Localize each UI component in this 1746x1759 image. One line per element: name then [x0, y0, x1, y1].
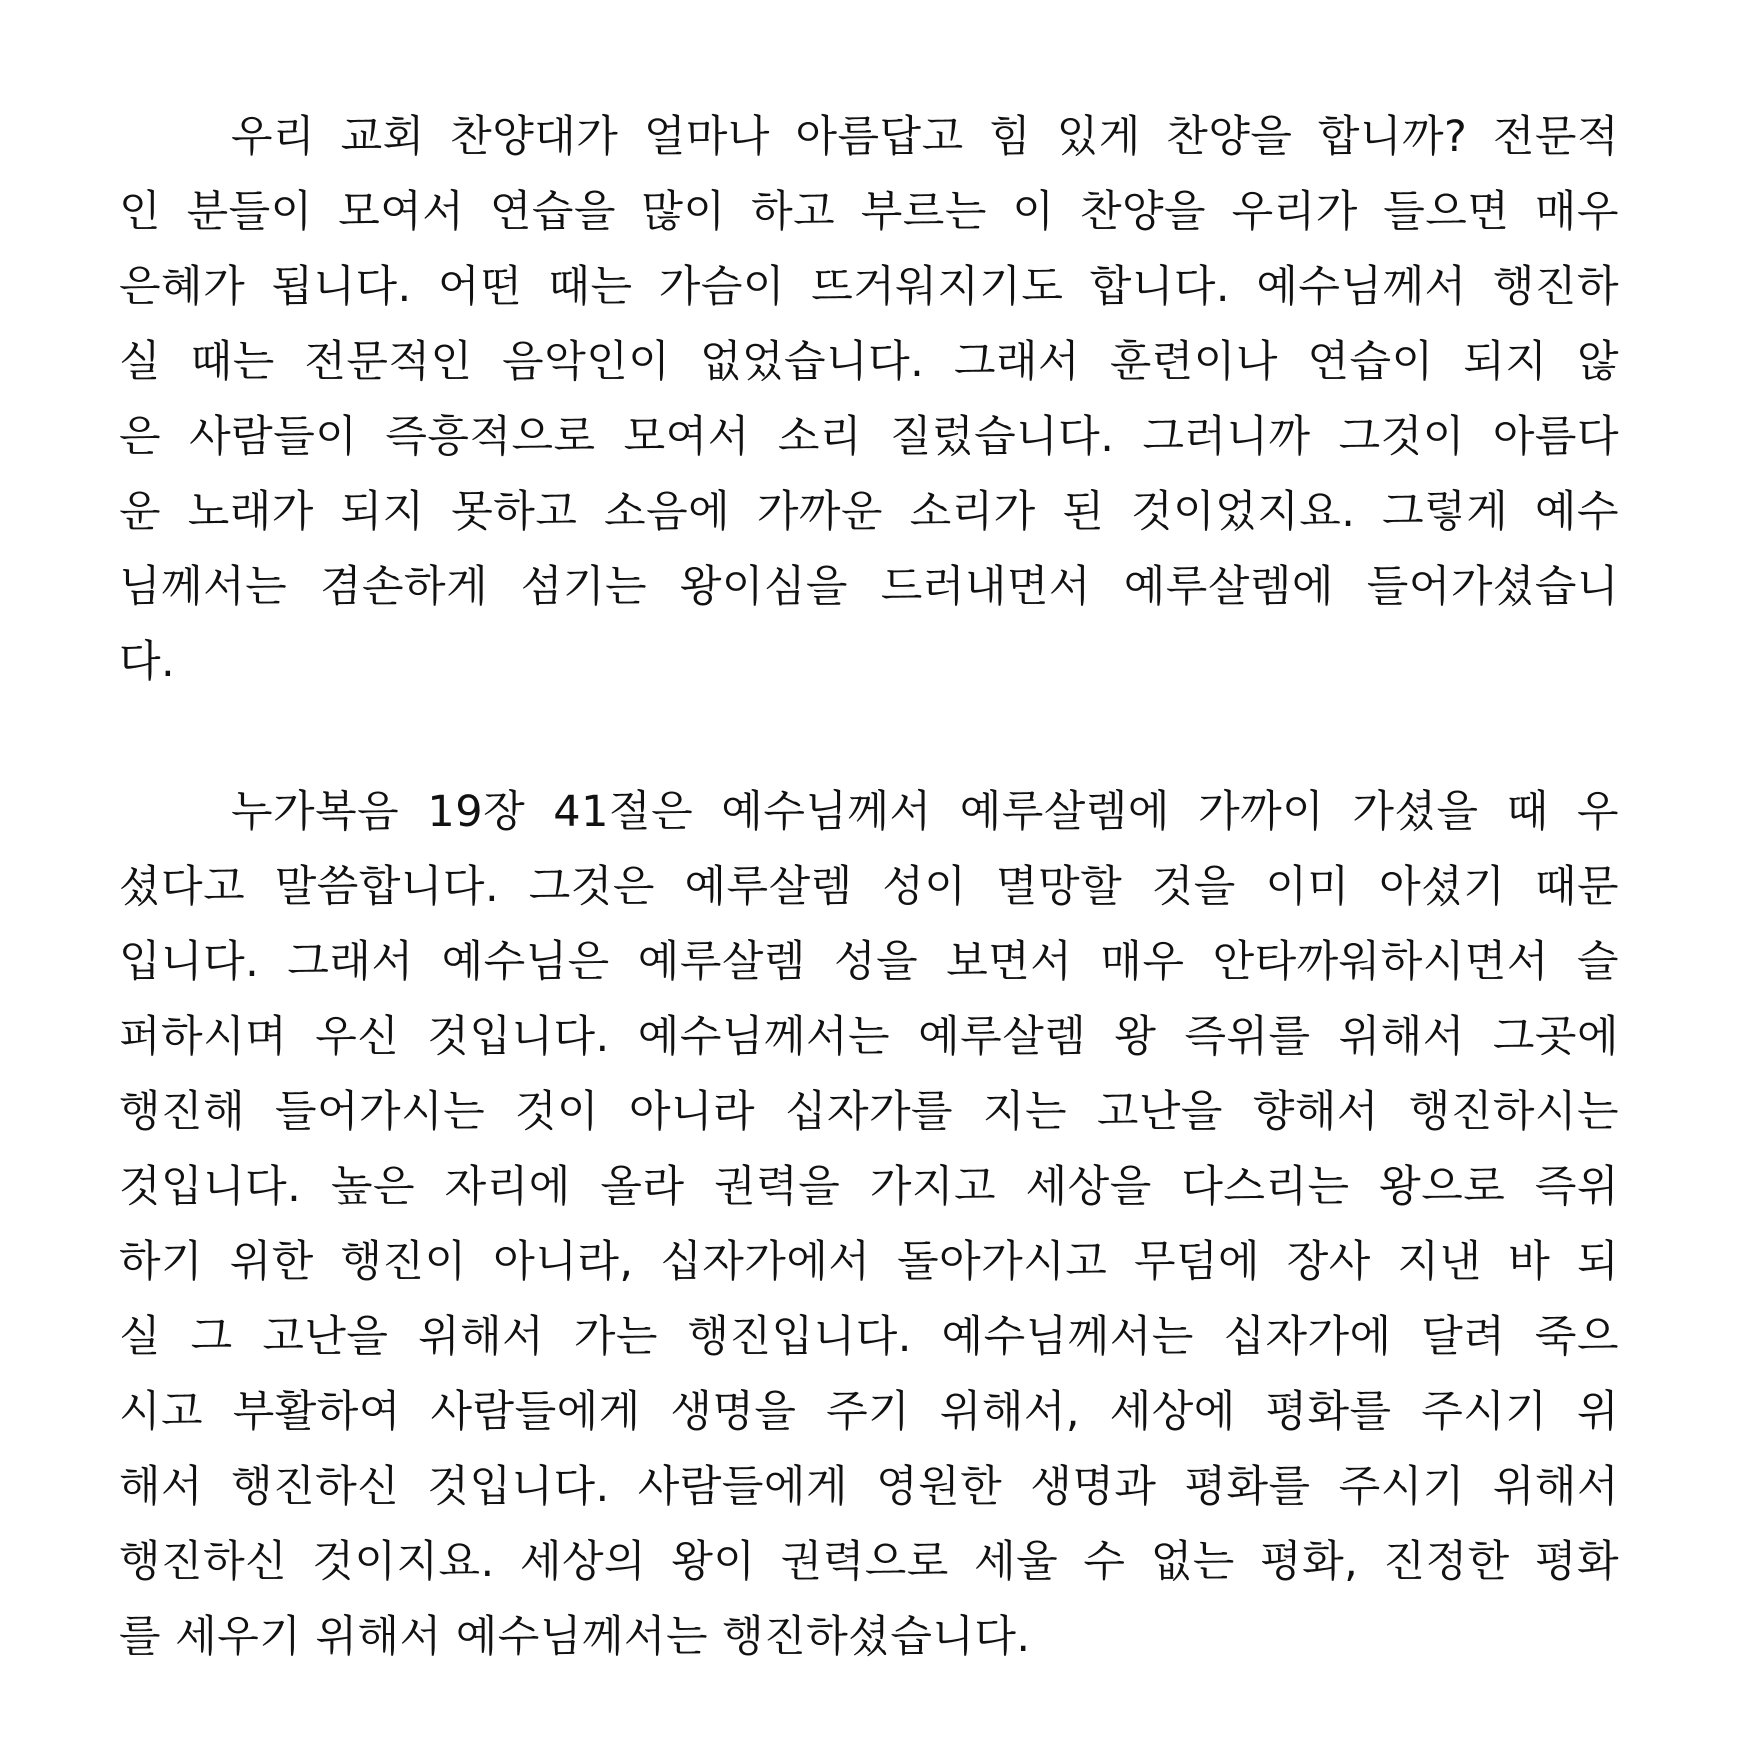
- text-line: 를 세우기 위해서 예수님께서는 행진하셨습니다.: [119, 1612, 1031, 1662]
- text-line: 실 그 고난을 위해서 가는 행진입니다. 예수님께서는 십자가에 달려 죽으: [119, 1312, 1619, 1362]
- text-line: 하기 위한 행진이 아니라, 십자가에서 돌아가시고 무덤에 장사 지낸 바 되: [119, 1237, 1619, 1287]
- text-line: 누가복음 19장 41절은 예수님께서 예루살렘에 가까이 가셨을 때 우: [231, 787, 1619, 837]
- text-line: 입니다. 그래서 예수님은 예루살렘 성을 보면서 매우 안타까워하시면서 슬: [119, 937, 1619, 987]
- paragraph-2: [119, 775, 1619, 1675]
- text-line: 행진해 들어가시는 것이 아니라 십자가를 지는 고난을 향해서 행진하시는: [119, 1087, 1619, 1137]
- text-line: 셨다고 말씀합니다. 그것은 예루살렘 성이 멸망할 것을 이미 아셨기 때문: [119, 862, 1619, 912]
- text-line: 은혜가 됩니다. 어떤 때는 가슴이 뜨거워지기도 합니다. 예수님께서 행진하: [119, 262, 1619, 312]
- text-line: 해서 행진하신 것입니다. 사람들에게 영원한 생명과 평화를 주시기 위해서: [119, 1462, 1619, 1512]
- text-line: 것입니다. 높은 자리에 올라 권력을 가지고 세상을 다스리는 왕으로 즉위: [119, 1162, 1619, 1212]
- document-page: [119, 100, 1619, 1675]
- text-line: 시고 부활하여 사람들에게 생명을 주기 위해서, 세상에 평화를 주시기 위: [119, 1387, 1619, 1437]
- text-line: 은 사람들이 즉흥적으로 모여서 소리 질렀습니다. 그러니까 그것이 아름다: [119, 412, 1619, 462]
- text-line: 다.: [119, 637, 176, 687]
- text-line: 행진하신 것이지요. 세상의 왕이 권력으로 세울 수 없는 평화, 진정한 평화: [119, 1537, 1619, 1587]
- paragraph-spacer: [119, 700, 1619, 775]
- text-line: 인 분들이 모여서 연습을 많이 하고 부르는 이 찬양을 우리가 들으면 매우: [119, 187, 1619, 237]
- text-line: 운 노래가 되지 못하고 소음에 가까운 소리가 된 것이었지요. 그렇게 예수: [119, 487, 1619, 537]
- paragraph-1: [119, 100, 1619, 700]
- text-line: 님께서는 겸손하게 섬기는 왕이심을 드러내면서 예루살렘에 들어가셨습니: [119, 562, 1619, 612]
- text-line: 우리 교회 찬양대가 얼마나 아름답고 힘 있게 찬양을 합니까? 전문적: [231, 112, 1619, 162]
- text-line: 실 때는 전문적인 음악인이 없었습니다. 그래서 훈련이나 연습이 되지 않: [119, 337, 1619, 387]
- text-line: 퍼하시며 우신 것입니다. 예수님께서는 예루살렘 왕 즉위를 위해서 그곳에: [119, 1012, 1619, 1062]
